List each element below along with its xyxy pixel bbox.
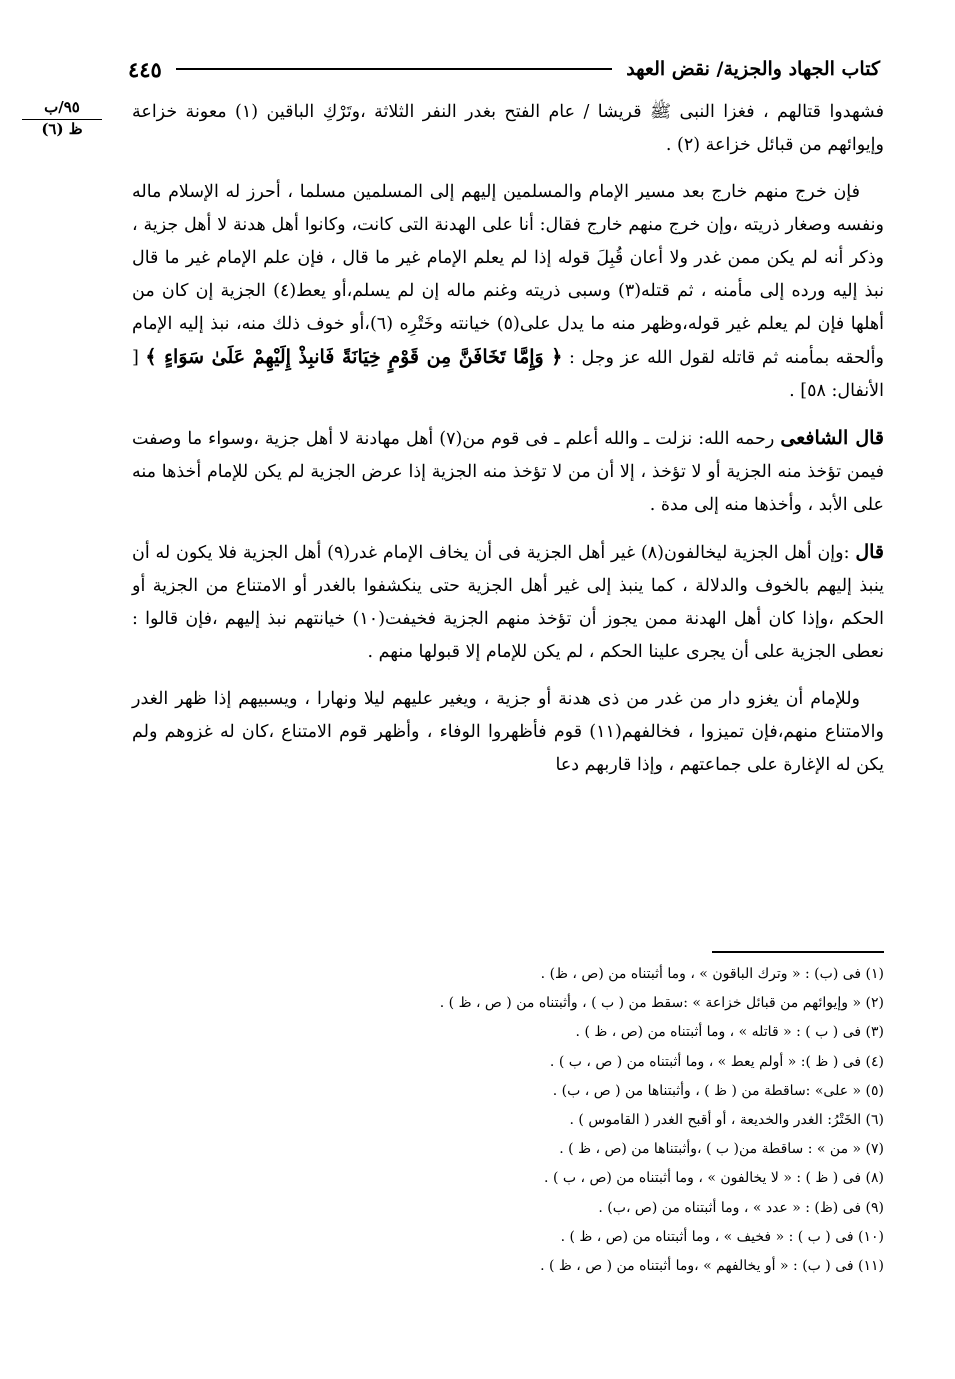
footnote: (٥) « على» :ساقطة من ( ظ ) ، وأثبتناها من ( ص ، ب) . (552, 1082, 884, 1099)
folio-marker-z: ظ (٦) (41, 120, 83, 138)
footnote: (٣) فى ( ب ) : « قاتله » ، وما أثبتناه من (ص ، ظ ) . (575, 1024, 884, 1041)
footnote: (٧) « من » : ساقطة من( ب ) ،وأثبتناها من (ص ، ظ ) . (559, 1141, 884, 1158)
footnote-separator (712, 951, 884, 953)
footnotes (132, 960, 884, 1281)
manuscript-folio-marker (22, 98, 102, 139)
paragraph-4 (132, 536, 884, 669)
footnote: (٦) الخَتْرُ: الغدر والخديعة ، أو أقبح الغدر ( القاموس ) . (569, 1112, 884, 1129)
running-header (128, 52, 880, 86)
header-rule (176, 68, 612, 70)
paragraph-2-text: فإن خرج منهم خارج بعد مسير الإمام والمسلمين إليهم إلى المسلمين مسلما ، أحرز له الإسلام ماله ونفسه وصغار ذريته ،وإن خرج منهم خارج فقال: أنا على الهدنة التى كانت، وكانوا أهل هدنة لا أهل جزية ، وذكر أنه لم يكن ممن غدر ولا أعان قُبِلَ قوله إذا لم يعلم الإمام غير ما قال ، فإن علم الإمام غير ما قال نبذ إليه ورده إلى مأمنه ، ثم قتله(٣) وسبى ذريته وغنم ماله إن لم يسلم،أو يعط(٤) الجزية إن كان من أهلها فإن لم يعلم غير قوله،وظهر منه ما يدل على(٥) خيانته وخَتْرِه (٦)،أو خوف ذلك منه، نبذ إليه الإمام وألحقه بمأمنه ثم قاتله لقول الله عز وجل : (132, 182, 884, 368)
paragraph-5-text: وللإمام أن يغزو دار من غدر من ذى هدنة أو جزية ، ويغير عليهم ليلا ونهارا ، ويسبيهم إذا ظهر الغدر والامتناع منهم،فإن تميزوا ، فخالفهم(١١) قوم فأظهروا الوفاء ، وأظهر قوم الامتناع ،كان له غزوهم ولم يكن له الإغارة على جماعتهم ، وإذا قاربهم دعا (132, 689, 884, 775)
paragraph-3 (132, 422, 884, 522)
page-number: ٤٤٥ (128, 56, 162, 82)
speaker-label: قال (855, 541, 884, 563)
footnote: (١٠) فى ( ب ) : « فخيف » ، وما أثبتناه من (ص ، ظ ) . (560, 1228, 884, 1245)
quran-verse: ﴿ وَإِمَّا تَخَافَنَّ مِن قَوْمٍ خِيَانَةً فَانبِذْ إِلَيْهِمْ عَلَىٰ سَوَاءٍ ﴾ (145, 346, 563, 368)
running-title: كتاب الجهاد والجزية/ نقض العهد (626, 58, 880, 80)
paragraph-4-text: :وإن أهل الجزية ليخالفون(٨) غير أهل الجزية فى أن يخاف الإمام غدر(٩) أهل الجزية فلا يكون له أن ينبذ إليهم بالخوف والدلالة ، كما ينبذ إلى غير أهل الجزية حتى ينكشفوا بالغدر أو الامتناع من الجزية أو الحكم ،وإذا كان أهل الهدنة ممن يجوز أن تؤخذ منهم الجزية فخيفت(١٠) خيانتهم نبذ إليهم ،فإن قالوا : نعطى الجزية على أن يجرى علينا الحكم ، لم يكن للإمام إلا قبولها منهم . (132, 543, 884, 662)
paragraph-2 (132, 176, 884, 408)
paragraph-5 (132, 683, 884, 782)
folio-marker-b: ٩٥/ب (22, 98, 102, 120)
footnote: (١) فى (ب) : « وترك الباقون » ، وما أثبتناه من (ص ، ظ) . (540, 966, 884, 982)
paragraph-1-text: فشهدوا قتالهم ، فغزا النبى ﷺ قريشا / عام الفتح بغدر النفر الثلاثة ،وتَرْكِ الباقين (١) معونة خزاعة وإيوائهم من قبائل خزاعة (٢) . (132, 102, 884, 155)
main-text (132, 96, 884, 796)
verse-citation: [ الأنفال: ٥٨] . (132, 348, 884, 401)
speaker-label: قال الشافعى (780, 427, 884, 449)
footnote: (٩) فى (ظ) : « عدد » ، وما أثبتناه من (ص ،ب) . (598, 1199, 884, 1216)
footnote: (٨) فى ( ظ ) : « لا يخالفون » ، وما أثبتناه من (ص ، ب ) . (544, 1170, 884, 1187)
footnote: (٢) « وإيوائهم من قبائل خزاعة » :سقط من ( ب ) ، وأثبتناه من ( ص ، ظ ) . (439, 995, 884, 1012)
footnote: (٤) فى ( ظ ): « أولم يعط » ، وما أثبتناه من ( ص ، ب ) . (549, 1053, 884, 1070)
paragraph-3-text: رحمه الله: نزلت ـ والله أعلم ـ فى قوم من(٧) أهل مهادنة لا أهل جزية ،وسواء ما وصفت فيمن تؤخذ منه الجزية أو لا تؤخذ ، إلا أن من لا تؤخذ منه الجزية إذا عرض الجزية لم يكن للإمام أخذها منه على الأبد ، وأخذها منه إلى مدة . (132, 429, 884, 515)
footnote: (١١) فى ( ب) : « أو يخالفهم » ،وما أثبتناه من ( ص ، ظ ) . (540, 1258, 884, 1275)
paragraph-1 (132, 96, 884, 162)
